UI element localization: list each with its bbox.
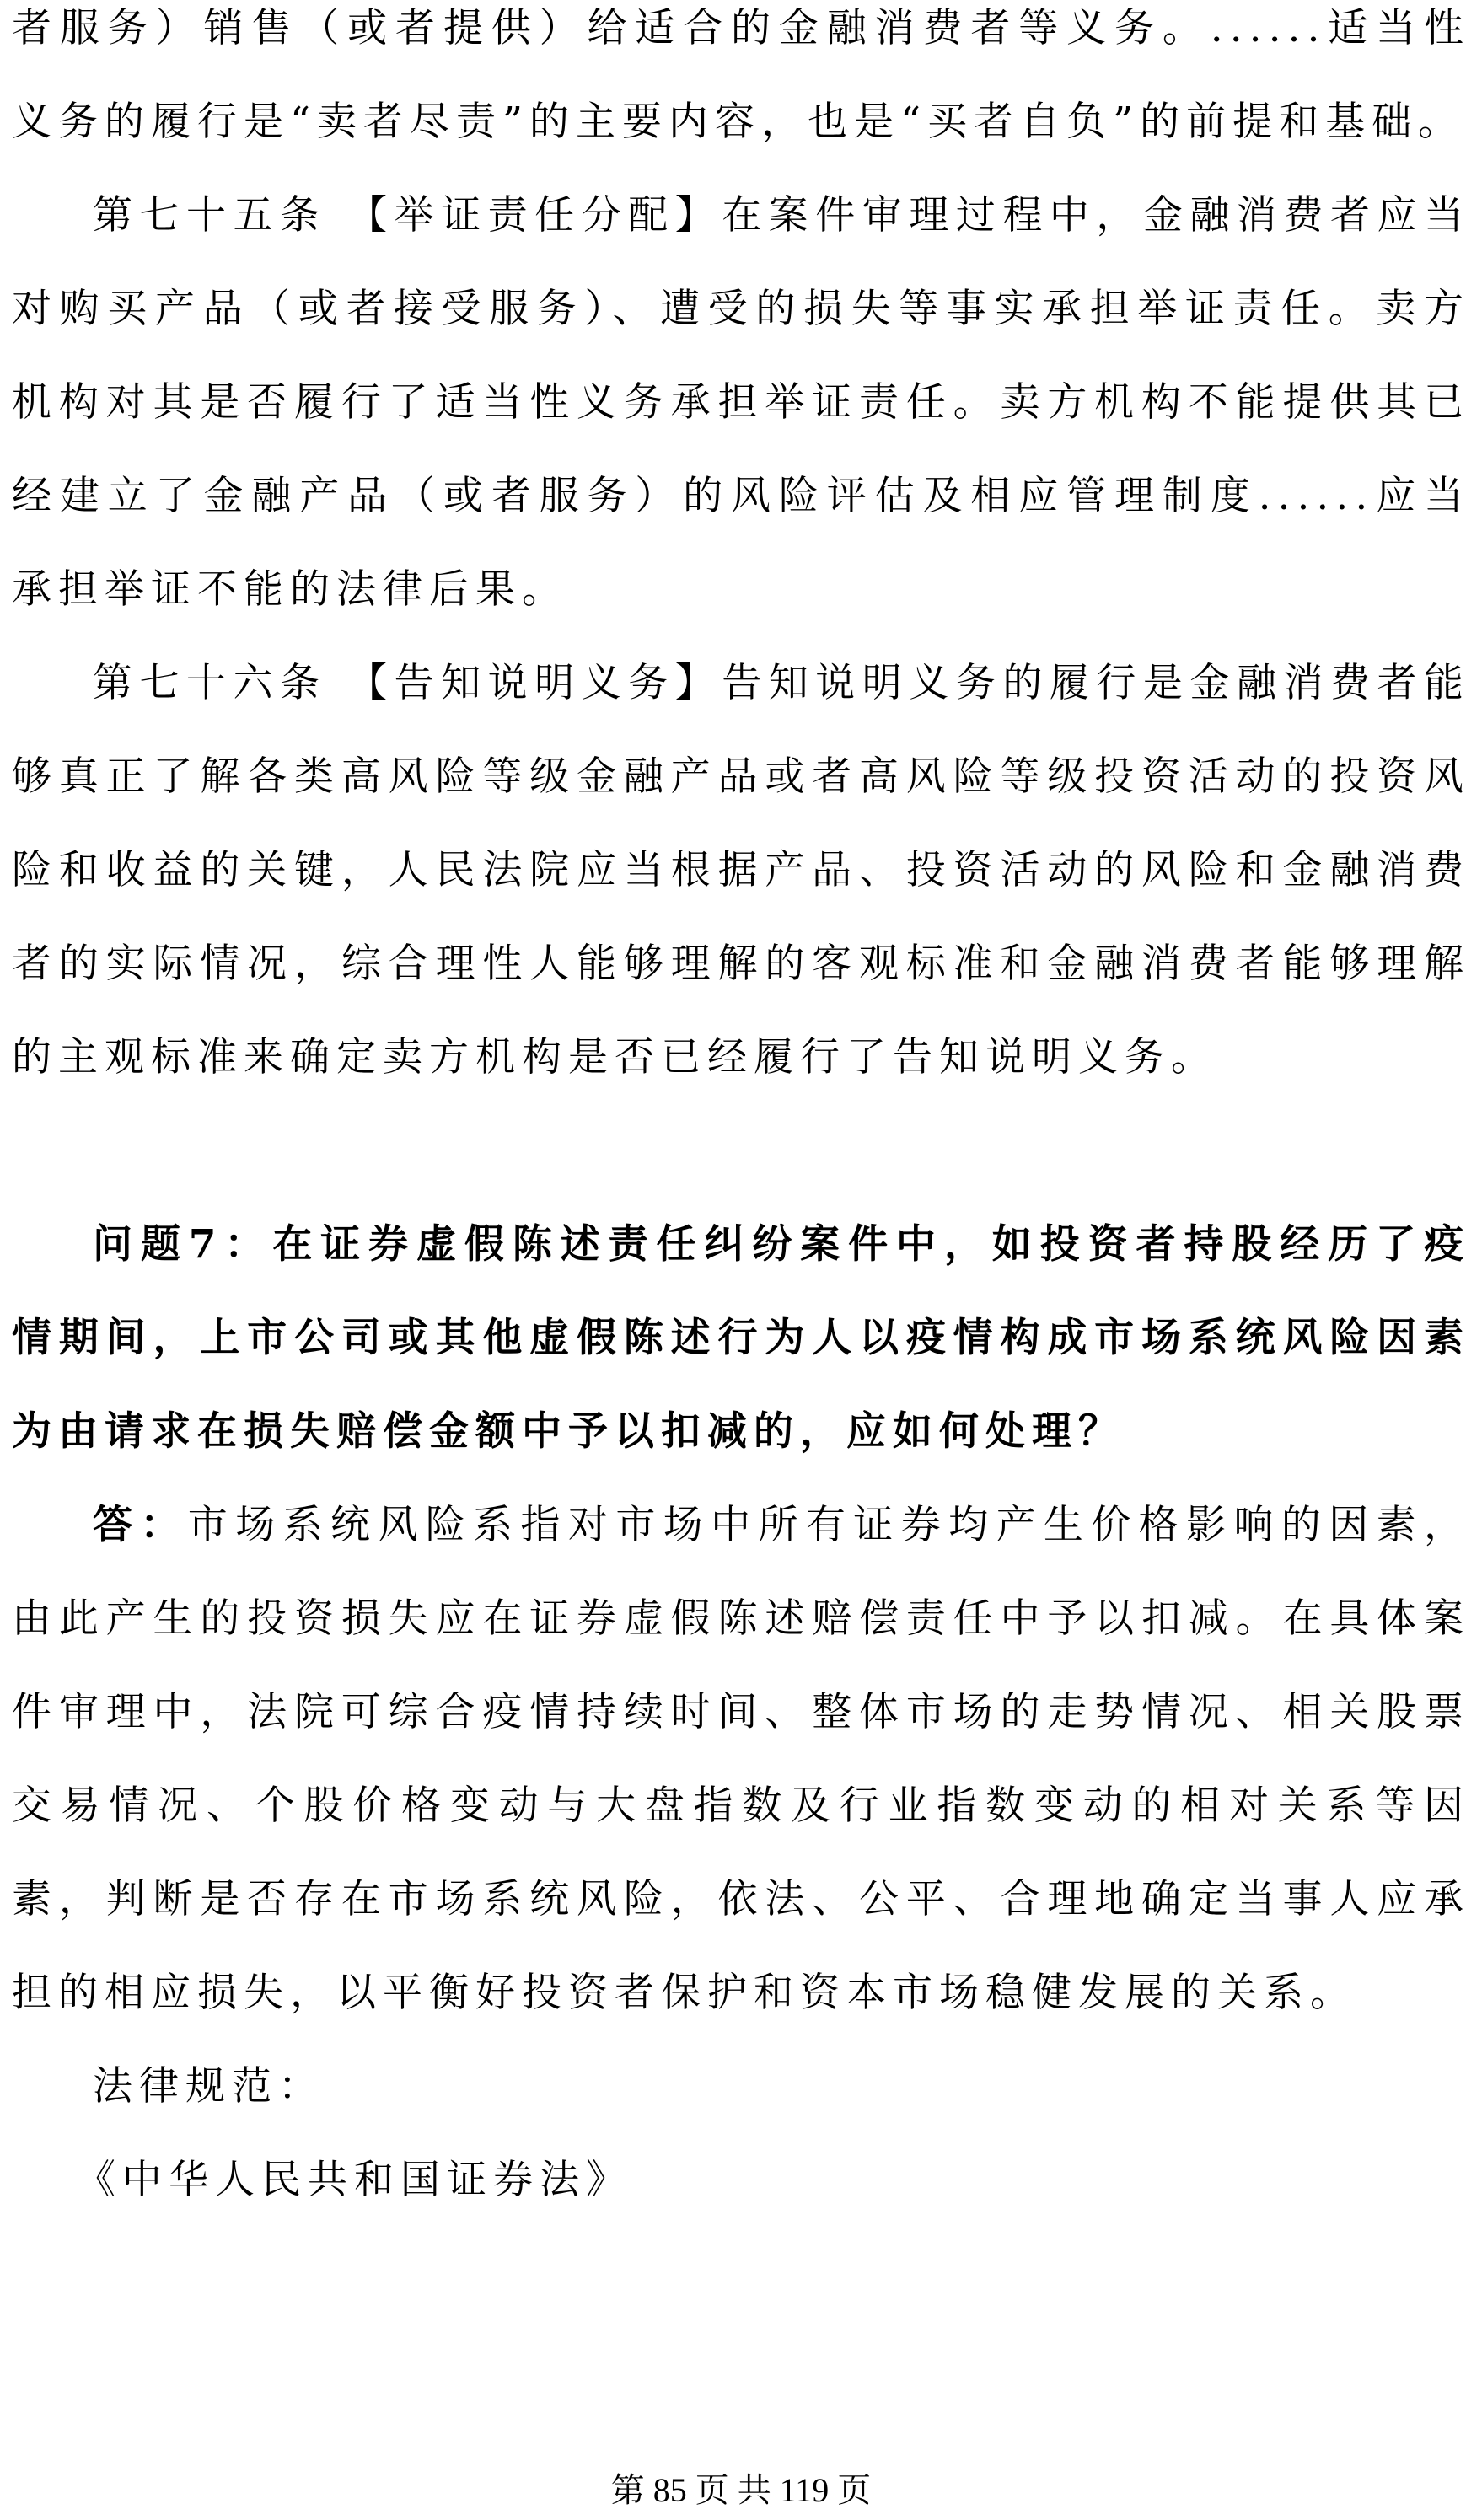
legal-norms-label: 法律规范： bbox=[93, 2063, 325, 2110]
article-75-label: 第七十五条 bbox=[93, 192, 327, 239]
continuation-paragraph: 者服务）销售（或者提供）给适合的金融消费者等义务。......适当性义务的履行是“卖者尽责”的主要内容，也是“买者自负”的前提和基础。 bbox=[12, 5, 1470, 145]
article-75-paragraph bbox=[12, 169, 1470, 636]
page-number-footer: 第 85 页 共 119 页 bbox=[610, 2471, 872, 2509]
securities-law-title: 《中华人民共和国证券法》 bbox=[76, 2157, 632, 2203]
answer-body: 市场系统风险系指对市场中所有证券均产生价格影响的因素，由此产生的投资损失应在证券虚假陈述赔偿责任中予以扣减。在具体案件审理中，法院可综合疫情持续时间、整体市场的走势情况、相关股票交易情况、个股价格变动与大盘指数及行业指数变动的相对关系等因素，判断是否存在市场系统风险，依法、公平、合理地确定当事人应承担的相应损失，以平衡好投资者保护和资本市场稳健发展的关系。 bbox=[12, 1502, 1471, 2016]
article-75-body: 在案件审理过程中，金融消费者应当对购买产品（或者接受服务）、遭受的损失等事实承担举证责任。卖方机构对其是否履行了适当性义务承担举证责任。卖方机构不能提供其已经建立了金融产品（或者服务）的风险评估及相应管理制度......应当承担举证不能的法律后果。 bbox=[12, 192, 1471, 613]
article-76-label: 第七十六条 bbox=[93, 660, 327, 706]
answer-paragraph bbox=[12, 1478, 1470, 2040]
article-76-body: 告知说明义务的履行是金融消费者能够真正了解各类高风险等级金融产品或者高风险等级投资活动的投资风险和收益的关键，人民法院应当根据产品、投资活动的风险和金融消费者的实际情况，综合理性人能够理解的客观标准和金融消费者能够理解的主观标准来确定卖方机构是否已经履行了告知说明义务。 bbox=[12, 660, 1471, 1080]
article-76-paragraph bbox=[12, 636, 1470, 1104]
question-7-heading: 问题7：在证券虚假陈述责任纠纷案件中，如投资者持股经历了疫情期间，上市公司或其他虚假陈述行为人以疫情构成市场系统风险因素为由请求在损失赔偿金额中予以扣减的，应如何处理？ bbox=[12, 1221, 1470, 1455]
document-page bbox=[12, 0, 1470, 2227]
answer-label: 答： bbox=[93, 1502, 188, 1548]
article-75-heading: 【举证责任分配】 bbox=[346, 192, 722, 239]
article-76-heading: 【告知说明义务】 bbox=[346, 660, 722, 706]
